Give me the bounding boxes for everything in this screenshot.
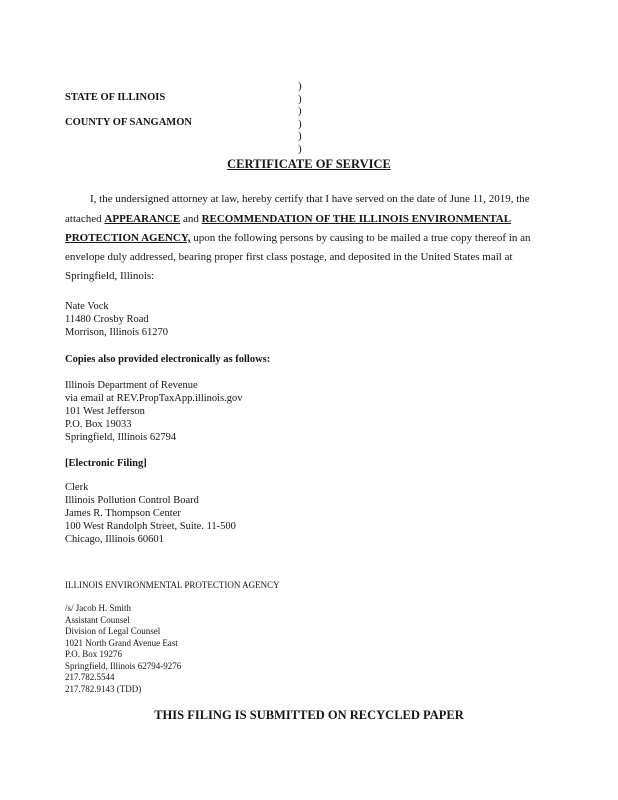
body-text: and	[180, 213, 202, 225]
signature-line: 1021 North Grand Avenue East	[65, 637, 178, 648]
address-line: Illinois Pollution Control Board	[65, 495, 199, 506]
address-line: Nate Vock	[65, 301, 109, 312]
revenue-address	[65, 379, 243, 444]
caption-parens	[298, 80, 302, 155]
recycled-paper-footer: THIS FILING IS SUBMITTED ON RECYCLED PAPER	[154, 708, 464, 722]
address-line: James R. Thompson Center	[65, 508, 181, 519]
address-line: Springfield, Illinois 62794	[65, 432, 177, 443]
address-line: Clerk	[65, 482, 89, 493]
recommendation-bold: RECOMMENDATION OF THE ILLINOIS ENVIRONMENTAL	[201, 213, 512, 225]
address-line: Illinois Department of Revenue	[65, 380, 198, 391]
paren: )	[298, 130, 302, 142]
signature-line: Assistant Counsel	[65, 614, 130, 625]
signature-line: 217.782.5544	[65, 672, 115, 682]
address-line: Chicago, Illinois 60601	[65, 534, 164, 545]
paren: )	[298, 117, 302, 130]
body-line-5: Springfield, Illinois:	[65, 270, 155, 282]
county-caption: COUNTY OF SANGAMON	[65, 117, 192, 128]
document-title: CERTIFICATE OF SERVICE	[227, 157, 391, 171]
body-text: attached	[65, 213, 105, 225]
body-line-4: envelope duly addressed, bearing proper first class postage, and deposited in the United States mail at	[65, 251, 513, 263]
signature-block	[65, 603, 181, 695]
address-line: 11480 Crosby Road	[65, 314, 149, 325]
address-line: via email at REV.PropTaxApp.illinois.gov	[65, 393, 243, 404]
state-caption: STATE OF ILLINOIS	[65, 92, 166, 103]
signature-line: /s/ Jacob H. Smith	[65, 603, 132, 613]
paren: )	[298, 105, 302, 117]
filing-heading: [Electronic Filing]	[65, 458, 147, 469]
body-text: upon the following persons by causing to be mailed a true copy thereof in an	[190, 232, 531, 244]
signature-line: Division of Legal Counsel	[65, 626, 161, 636]
signature-line: 217.782.9143 (TDD)	[65, 683, 142, 694]
paren: )	[298, 92, 302, 105]
clerk-address	[65, 481, 236, 546]
signature-line: Springfield, Illinois 62794-9276	[65, 660, 182, 671]
signature-line: P.O. Box 19276	[65, 649, 123, 659]
electronic-heading: Copies also provided electronically as follows:	[65, 354, 271, 365]
address-line: P.O. Box 19033	[65, 419, 132, 430]
agency-bold: PROTECTION AGENCY,	[65, 232, 191, 244]
body-line-2	[65, 213, 511, 225]
address-line: 101 West Jefferson	[65, 406, 145, 417]
address-line: Morrison, Illinois 61270	[65, 327, 168, 338]
address-line: 100 West Randolph Street, Suite. 11-500	[65, 521, 236, 532]
body-line-1: I, the undersigned attorney at law, hereby certify that I have served on the date of June 11, 2019, the	[90, 193, 530, 205]
paren: )	[298, 142, 302, 155]
agency-name: ILLINOIS ENVIRONMENTAL PROTECTION AGENCY	[65, 580, 280, 590]
paren: )	[298, 80, 302, 92]
recipient-address	[65, 300, 168, 339]
appearance-bold: APPEARANCE	[104, 213, 181, 225]
body-line-3	[65, 232, 531, 244]
